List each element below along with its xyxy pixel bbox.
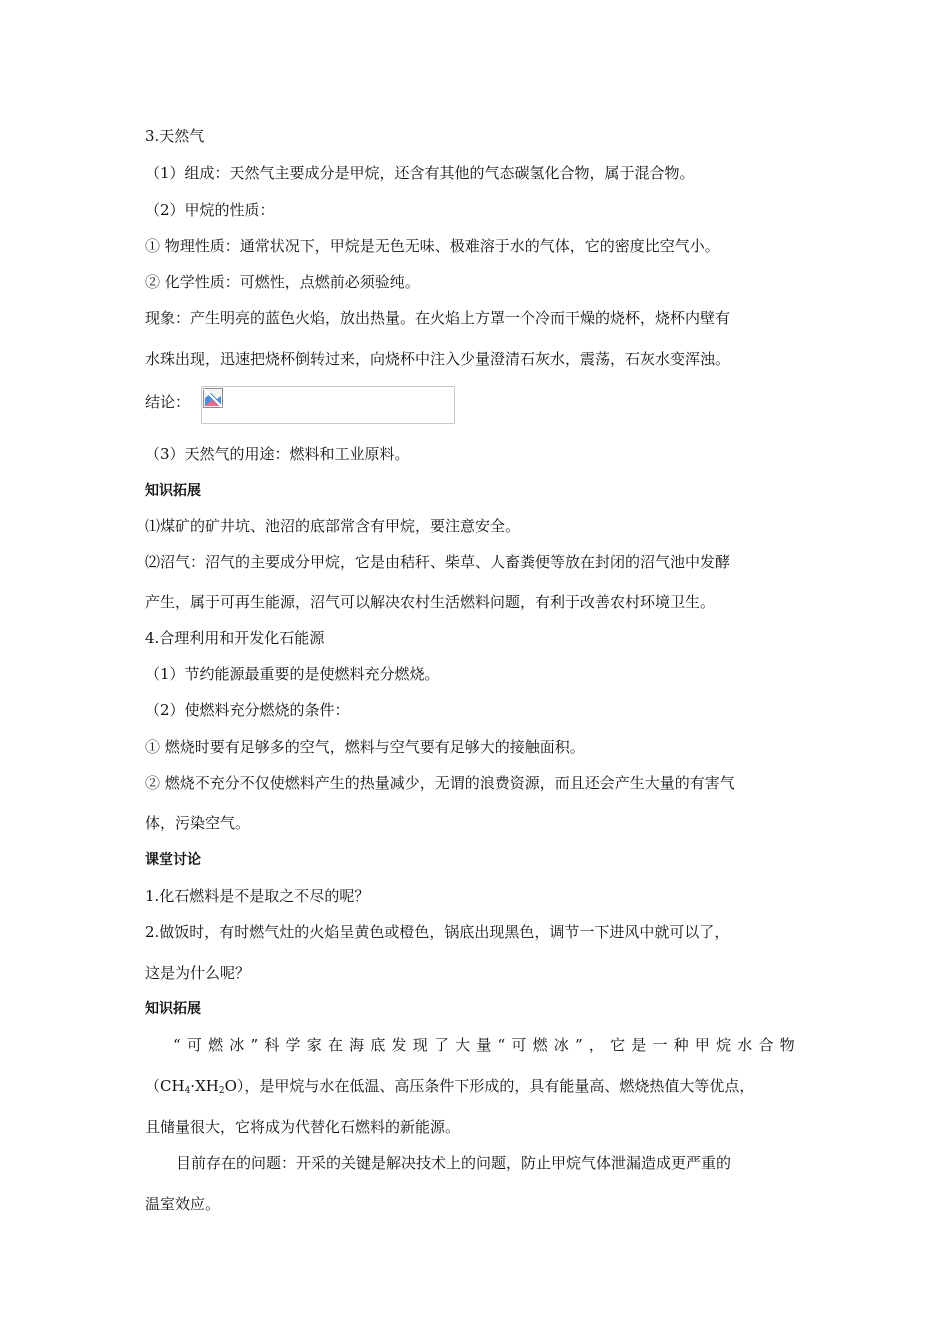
formula-subscript-2: 2 xyxy=(218,1086,225,1096)
conclusion-image-placeholder xyxy=(201,386,455,424)
paragraph-combustion-conditions: （2）使燃料充分燃烧的条件： xyxy=(145,701,350,719)
paragraph-phenomenon-line2: 水珠出现，迅速把烧杯倒转过来，向烧杯中注入少量澄清石灰水，震荡，石灰水变浑浊。 xyxy=(145,350,731,368)
paragraph-composition: （1）组成：天然气主要成分是甲烷，还含有其他的气态碳氢化合物，属于混合物。 xyxy=(145,164,695,182)
paragraph-ice-line3: 且储量很大，它将成为代替化石燃料的新能源。 xyxy=(145,1118,461,1136)
paragraph-coal-mine: ⑴煤矿的矿井坑、池沼的底部常含有甲烷，要注意安全。 xyxy=(145,517,521,535)
paragraph-phenomenon-line1: 现象：产生明亮的蓝色火焰，放出热量。在火焰上方罩一个冷而干燥的烧杯，烧杯内壁有 xyxy=(145,309,731,327)
formula-subscript-4: 4 xyxy=(184,1086,191,1096)
discussion-question-1: 1.化石燃料是不是取之不尽的呢？ xyxy=(145,887,370,905)
paragraph-ice-line1: “可燃冰”科学家在海底发现了大量“可燃冰”，它是一种甲烷水合物 xyxy=(173,1036,801,1054)
paragraph-methane-properties: （2）甲烷的性质： xyxy=(145,201,275,219)
knowledge-extension-heading: 知识拓展 xyxy=(145,483,201,499)
conclusion-label: 结论： xyxy=(145,393,191,411)
knowledge-extension-heading-2: 知识拓展 xyxy=(145,1001,201,1017)
discussion-question-2-line1: 2.做饭时，有时燃气灶的火焰呈黄色或橙色，锅底出现黑色，调节一下进风中就可以了， xyxy=(145,923,730,941)
formula-open: （CH xyxy=(145,1077,185,1095)
paragraph-condition-2-line1: ② 燃烧不充分不仅使燃料产生的热量减少，无谓的浪费资源，而且还会产生大量的有害气 xyxy=(145,774,735,792)
paragraph-save-energy: （1）节约能源最重要的是使燃料充分燃烧。 xyxy=(145,665,440,683)
paragraph-condition-1: ① 燃烧时要有足够多的空气，燃料与空气要有足够大的接触面积。 xyxy=(145,738,585,756)
discussion-question-2-line2: 这是为什么呢？ xyxy=(145,964,251,982)
formula-close: O） xyxy=(224,1077,245,1095)
paragraph-biogas-line2: 产生，属于可再生能源，沼气可以解决农村生活燃料问题，有利于改善农村环境卫生。 xyxy=(145,593,716,611)
broken-image-icon xyxy=(203,388,223,408)
class-discussion-heading: 课堂讨论 xyxy=(145,852,201,868)
section-4-title: 4.合理利用和开发化石能源 xyxy=(145,629,325,647)
paragraph-biogas-line1: ⑵沼气：沼气的主要成分甲烷，它是由秸秆、柴草、人畜粪便等放在封闭的沼气池中发酵 xyxy=(145,553,731,571)
paragraph-condition-2-line2: 体，污染空气。 xyxy=(145,814,251,832)
paragraph-chemical-properties: ② 化学性质：可燃性，点燃前必须验纯。 xyxy=(145,273,420,291)
paragraph-physical-properties: ① 物理性质：通常状况下，甲烷是无色无味、极难溶于水的气体，它的密度比空气小。 xyxy=(145,237,720,255)
section-3-title: 3.天然气 xyxy=(145,127,205,145)
formula-mid: ·XH xyxy=(190,1077,219,1095)
paragraph-ice-line2-rest: ，是甲烷与水在低温、高压条件下形成的，具有能量高、燃烧热值大等优点， xyxy=(244,1077,755,1095)
paragraph-ice-line2 xyxy=(145,1076,835,1096)
paragraph-uses: （3）天然气的用途：燃料和工业原料。 xyxy=(145,445,410,463)
paragraph-problems-line2: 温室效应。 xyxy=(145,1195,221,1213)
paragraph-problems-line1: 目前存在的问题：开采的关键是解决技术上的问题，防止甲烷气体泄漏造成更严重的 xyxy=(176,1154,732,1172)
